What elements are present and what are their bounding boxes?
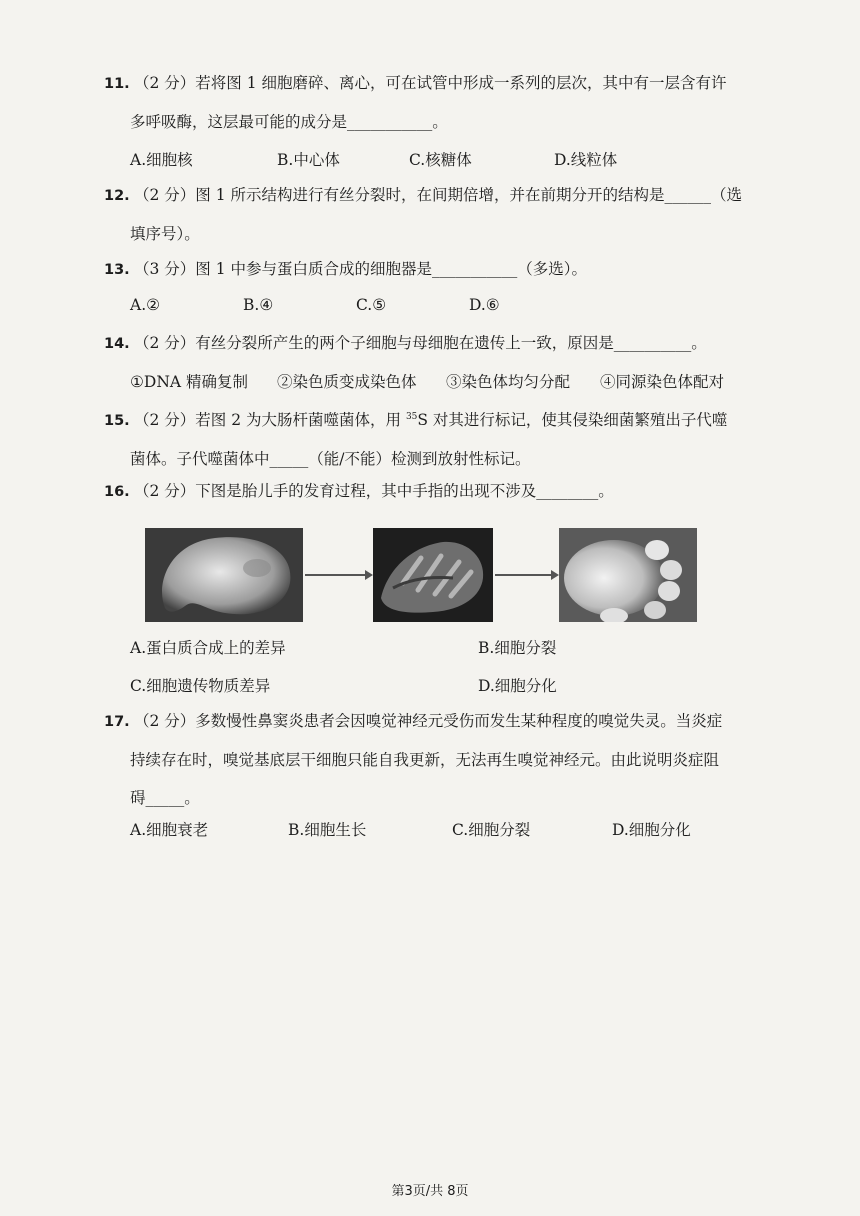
question-text: （2 分）若图 2 为大肠杆菌噬菌体，用: [134, 411, 406, 430]
question-12: [104, 176, 764, 253]
option-a: A.蛋白质合成上的差异: [130, 639, 286, 657]
question-number: 13.: [104, 262, 130, 278]
option-c: C.细胞分裂: [452, 821, 531, 839]
question-text-cont: 菌体。子代噬菌体中_____（能/不能）检测到放射性标记。: [130, 450, 531, 469]
option-b: B.细胞生长: [288, 821, 367, 839]
question-text-cont: 多呼吸酶，这层最可能的成分是___________。: [130, 113, 448, 131]
question-text: （2 分）若将图 1 细胞磨碎、离心，可在试管中形成一系列的层次，其中有一层含有许: [134, 74, 727, 92]
option-d: D.线粒体: [554, 151, 618, 169]
arrow-1: [305, 574, 371, 576]
option-a: A.②: [130, 296, 161, 314]
question-text-cont2: 碍_____。: [130, 789, 200, 807]
arrow-2: [495, 574, 557, 576]
hand-development-figure: [145, 528, 705, 624]
question-text: （2 分）图 1 所示结构进行有丝分裂时，在间期倍增，并在前期分开的结构是______（选: [134, 186, 743, 204]
question-number: 12.: [104, 188, 130, 204]
question-text-cont: 填序号）。: [130, 225, 200, 243]
option-d: D.细胞分化: [612, 821, 691, 839]
option-c: C.⑤: [356, 296, 387, 314]
question-11: [104, 64, 764, 141]
option-3: ③染色体均匀分配: [446, 373, 571, 391]
question-15: [104, 398, 764, 478]
embryo-hand-stage2-image: [373, 528, 493, 622]
fetal-hand-stage3-image: [559, 528, 697, 622]
question-text: （2 分）多数慢性鼻窦炎患者会因嗅觉神经元受伤而发生某种程度的嗅觉失灵。当炎症: [134, 712, 723, 730]
question-text-cont: 持续存在时，嗅觉基底层干细胞只能自我更新，无法再生嗅觉神经元。由此说明炎症阻: [130, 751, 720, 769]
option-2: ②染色质变成染色体: [277, 373, 417, 391]
question-number: 11.: [104, 76, 130, 92]
option-d: D.细胞分化: [478, 677, 557, 695]
question-16: [104, 472, 764, 511]
question-14: [104, 324, 764, 363]
option-d: D.⑥: [469, 296, 500, 314]
option-c: C.核糖体: [409, 151, 472, 169]
page-footer: 第3页/共 8页: [391, 1184, 469, 1199]
embryo-hand-stage1-image: [145, 528, 303, 622]
question-text: （2 分）下图是胎儿手的发育过程，其中手指的出现不涉及________。: [134, 482, 614, 500]
option-4: ④同源染色体配对: [600, 373, 725, 391]
option-b: B.细胞分裂: [478, 639, 557, 657]
question-number: 14.: [104, 336, 130, 352]
option-1: ①DNA 精确复制: [130, 373, 249, 391]
option-a: A.细胞核: [130, 151, 193, 169]
option-c: C.细胞遗传物质差异: [130, 677, 271, 695]
question-number: 15.: [104, 413, 130, 430]
question-13: [104, 250, 764, 289]
option-a: A.细胞衰老: [130, 821, 209, 839]
question-number: 17.: [104, 714, 130, 730]
isotope-superscript: 35: [405, 412, 418, 422]
question-17: [104, 702, 764, 817]
question-text: （3 分）图 1 中参与蛋白质合成的细胞器是___________（多选）。: [134, 260, 588, 278]
option-b: B.④: [243, 296, 274, 314]
option-b: B.中心体: [277, 151, 340, 169]
question-text: （2 分）有丝分裂所产生的两个子细胞与母细胞在遗传上一致，原因是__________。: [134, 334, 707, 352]
question-number: 16.: [104, 484, 130, 500]
question-text-b: S 对其进行标记，使其侵染细菌繁殖出子代噬: [417, 411, 728, 430]
